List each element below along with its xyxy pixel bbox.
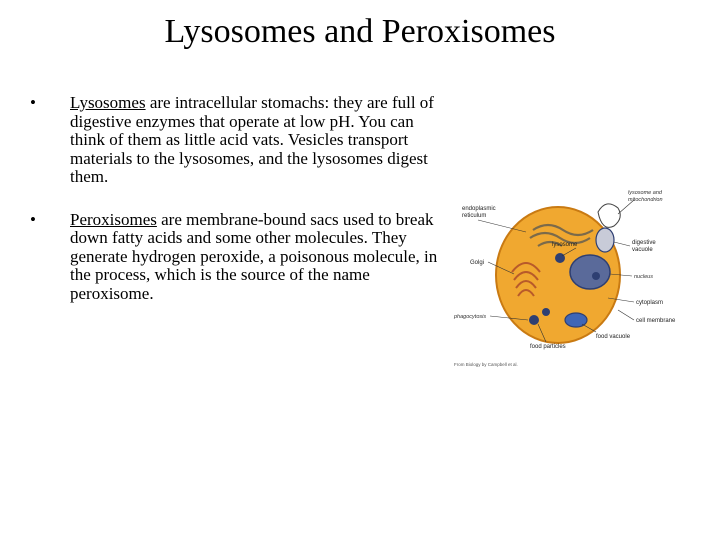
bullet-list bbox=[30, 94, 450, 327]
label-digestive-line1: digestive bbox=[632, 240, 656, 246]
bullet-peroxisomes bbox=[30, 211, 450, 304]
nucleus-shape bbox=[570, 255, 610, 289]
lysosome-shape bbox=[555, 253, 565, 263]
label-er-line2: reticulum bbox=[462, 213, 487, 219]
nucleolus-shape bbox=[592, 272, 600, 280]
label-food-particle: food particles bbox=[530, 344, 566, 350]
label-top-right-line2: mitochondrion bbox=[628, 197, 663, 203]
cell-diagram bbox=[448, 180, 688, 376]
label-top-right-line1: lysosome and bbox=[628, 190, 662, 196]
bullet-text-peroxisomes: are membrane-bound sacs used to break down fatty acids and some other molecules. They generate hydrogen peroxide, a poisonous molecule, in the process, which is the source of the name peroxisome. bbox=[70, 209, 438, 303]
label-phagocytosis: phagocytosis bbox=[454, 314, 487, 320]
label-cell-membrane: cell membrane bbox=[636, 318, 676, 324]
figure-credit: From Biology by Campbell et al. bbox=[454, 362, 518, 367]
label-golgi: Golgi bbox=[470, 260, 485, 266]
lysosome-shape bbox=[542, 308, 550, 316]
bullet-lysosomes bbox=[30, 94, 450, 187]
digestive-vacuole-shape bbox=[596, 228, 614, 252]
label-cytoplasm: cytoplasm bbox=[636, 300, 664, 306]
food-particle-shape bbox=[529, 315, 539, 325]
label-nucleus: nucleus bbox=[634, 274, 653, 280]
bullet-text-lysosomes: are intracellular stomachs: they are full of digestive enzymes that operate at low pH. You can think of them as little acid vats. Vesicles transport materials to the lysosomes, and the lysosomes digest them. bbox=[70, 93, 434, 186]
term-lysosomes: Lysosomes bbox=[70, 93, 146, 112]
label-digestive-line2: vacuole bbox=[632, 247, 653, 253]
label-food-vacuole: food vacuole bbox=[596, 334, 631, 340]
engulfed-mitochondrion-shape bbox=[598, 204, 620, 228]
label-lysosome: lysosome bbox=[552, 242, 578, 248]
slide-title: Lysosomes and Peroxisomes bbox=[164, 13, 556, 50]
bullet-marker: • bbox=[30, 93, 36, 112]
term-peroxisomes: Peroxisomes bbox=[70, 209, 157, 229]
bullet-marker: • bbox=[30, 209, 36, 229]
label-er-line1: endoplasmic bbox=[462, 206, 496, 212]
